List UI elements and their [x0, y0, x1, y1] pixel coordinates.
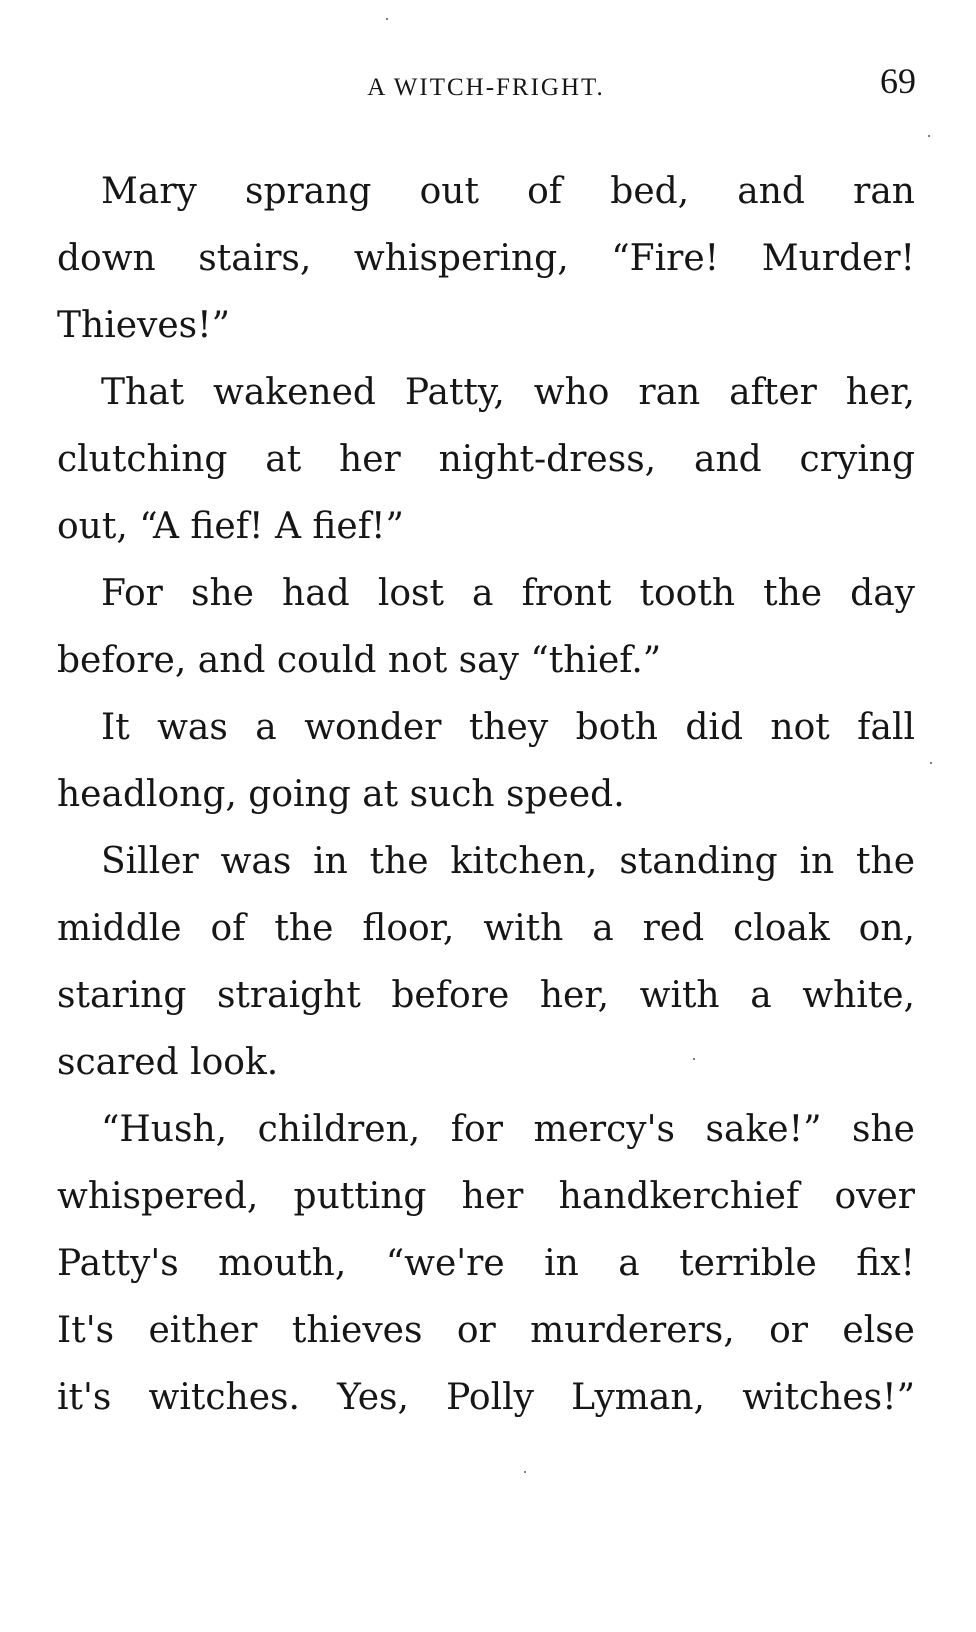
text-line: headlong, going at such speed.: [57, 774, 625, 815]
running-head: [56, 60, 916, 112]
text-line: middle of the floor, with a red cloak on,: [57, 908, 915, 949]
text-line: it's witches. Yes, Polly Lyman, witches!”: [57, 1377, 915, 1418]
page-number: 69: [880, 61, 916, 101]
text-line: For she had lost a front tooth the day: [101, 573, 915, 614]
paper-speck: [386, 18, 388, 20]
text-line: down stairs, whispering, “Fire! Murder!: [57, 238, 915, 279]
text-line: out, “A fief! A fief!”: [57, 506, 404, 547]
paragraph: [57, 359, 915, 560]
text-line: It's either thieves or murderers, or else: [57, 1310, 915, 1351]
body-text: [57, 158, 915, 1431]
text-line: It was a wonder they both did not fall: [101, 707, 915, 748]
text-line: Mary sprang out of bed, and ran: [101, 171, 915, 212]
paper-speck: [930, 762, 932, 764]
text-line: “Hush, children, for mercy's sake!” she: [101, 1109, 915, 1150]
text-line: Thieves!”: [57, 305, 231, 346]
paragraph: [57, 828, 915, 1096]
text-line: before, and could not say “thief.”: [57, 640, 662, 681]
text-line: whispered, putting her handkerchief over: [57, 1176, 915, 1217]
text-line: clutching at her night-dress, and crying: [57, 439, 915, 480]
paragraph: [57, 560, 915, 694]
text-line: staring straight before her, with a white,: [57, 975, 915, 1016]
text-line: Patty's mouth, “we're in a terrible fix!: [57, 1243, 915, 1284]
paragraph: [57, 158, 915, 359]
text-line: Siller was in the kitchen, standing in the: [101, 841, 915, 882]
paper-speck: [928, 135, 930, 137]
text-line: scared look.: [57, 1042, 279, 1083]
paper-speck: [693, 1058, 695, 1060]
chapter-title: A WITCH-FRIGHT.: [367, 74, 605, 101]
text-line: That wakened Patty, who ran after her,: [101, 372, 915, 413]
paragraph: [57, 694, 915, 828]
paragraph: [57, 1096, 915, 1431]
paper-speck: [524, 1471, 526, 1473]
